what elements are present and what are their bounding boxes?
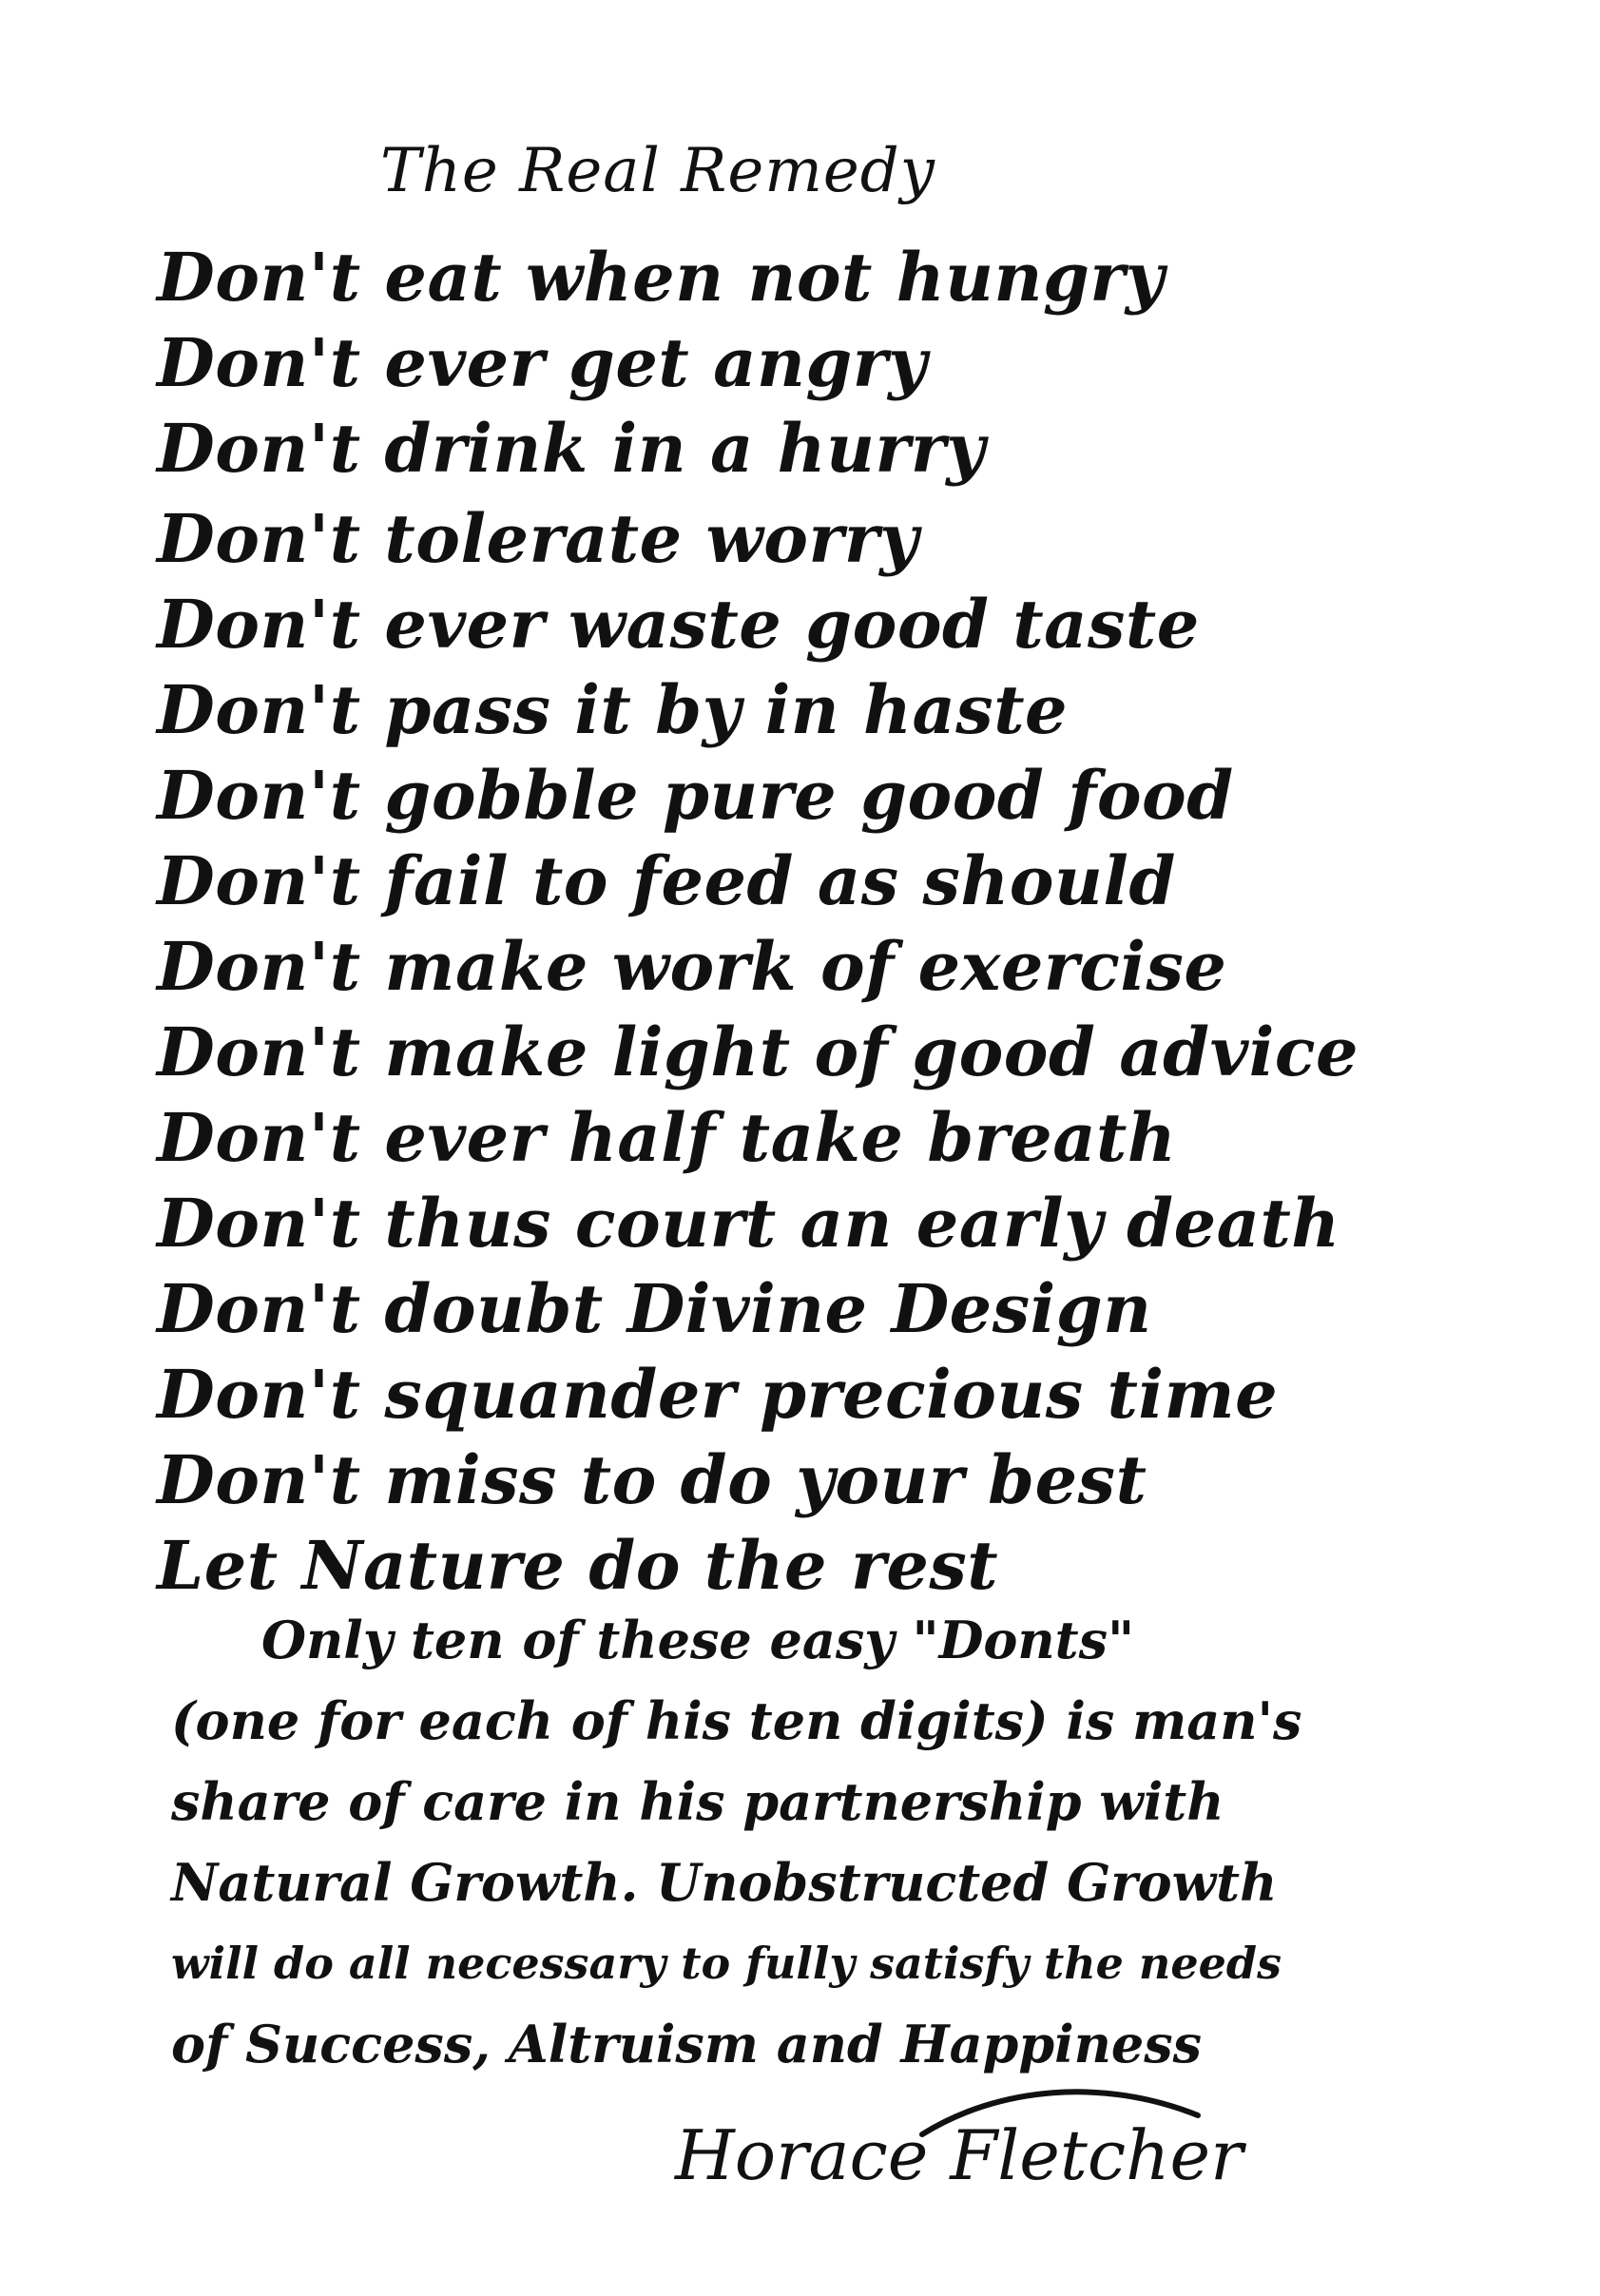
poem-line: Don't ever get angry bbox=[157, 323, 928, 402]
poem-line: Don't pass it by in haste bbox=[157, 670, 1069, 749]
poem-line: Don't gobble pure good food bbox=[157, 756, 1234, 835]
poem-line: Don't thus court an early death bbox=[157, 1184, 1340, 1263]
paragraph-line: Natural Growth. Unobstructed Growth bbox=[171, 1852, 1278, 1913]
poem-line: Don't miss to do your best bbox=[157, 1440, 1147, 1519]
poem-line: Let Nature do the rest bbox=[157, 1526, 999, 1605]
poem-line: Don't doubt Divine Design bbox=[157, 1269, 1152, 1348]
poem-title: The Real Remedy bbox=[380, 136, 935, 206]
poem-line: Don't eat when not hungry bbox=[157, 238, 1165, 317]
poem-line: Don't fail to feed as should bbox=[157, 841, 1176, 920]
poem-line: Don't make work of exercise bbox=[157, 927, 1227, 1006]
poem-line: Don't tolerate worry bbox=[157, 499, 919, 578]
paragraph-line: of Success, Altruism and Happiness bbox=[171, 2014, 1203, 2074]
poem-line: Don't ever waste good taste bbox=[157, 585, 1200, 664]
poem-line: Don't drink in a hurry bbox=[157, 409, 986, 488]
signature: Horace Fletcher bbox=[675, 2115, 1243, 2195]
paragraph-line: will do all necessary to fully satisfy the needs bbox=[171, 1938, 1282, 1989]
paragraph-line: Only ten of these easy "Donts" bbox=[261, 1610, 1135, 1670]
poem-line: Don't ever half take breath bbox=[157, 1098, 1177, 1177]
poem-line: Don't make light of good advice bbox=[157, 1013, 1359, 1091]
paragraph-line: share of care in his partnership with bbox=[171, 1771, 1224, 1832]
poem-line: Don't squander precious time bbox=[157, 1355, 1279, 1434]
paragraph-line: (one for each of his ten digits) is man's bbox=[171, 1690, 1302, 1751]
